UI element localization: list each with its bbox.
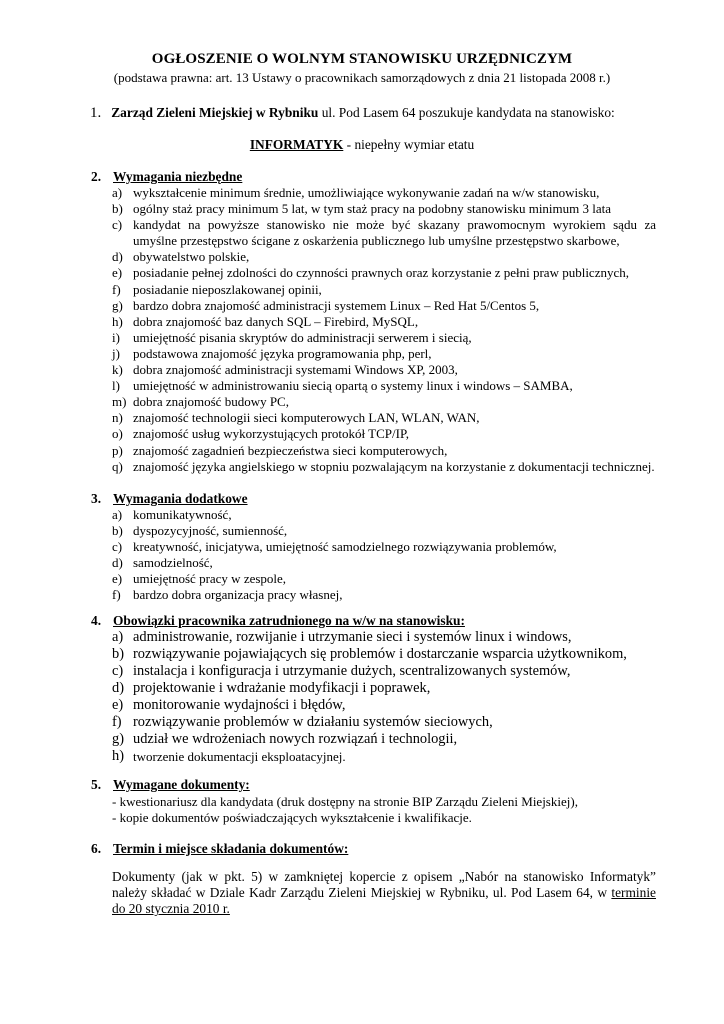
list-item-letter: g): [112, 297, 123, 313]
submission-text: Dokumenty (jak w pkt. 5) w zamkniętej kopercie z opisem „Nabór na stanowisko Informatyk” należy składać w Dziale Kadr Zarządu Zieleni Miejskiej w Rybniku, ul. Pod Lasem 64, w: [112, 869, 656, 901]
position-line: [0, 137, 724, 153]
list-item-letter: a): [112, 629, 124, 645]
section-4-list: [112, 629, 656, 765]
list-item-letter: b): [112, 201, 123, 217]
list-item-letter: e): [112, 265, 123, 281]
list-item-text: dobra znajomość budowy PC,: [133, 394, 289, 410]
list-item-text: instalacja i konfiguracja i utrzymanie dużych, scentralizowanych systemów,: [133, 663, 571, 679]
list-item-text: samodzielność,: [133, 555, 213, 571]
list-item: [112, 629, 656, 646]
list-item-letter: c): [112, 663, 124, 679]
list-item: [112, 282, 656, 298]
list-item: [112, 539, 656, 555]
section-2-list: [112, 185, 656, 475]
section-2-heading: [91, 169, 242, 185]
list-item-letter: o): [112, 426, 123, 442]
list-item-text: podstawowa znajomość języka programowania php, perl,: [133, 345, 432, 361]
list-item-letter: a): [112, 185, 123, 200]
list-item: [112, 646, 656, 663]
list-item: [112, 346, 656, 362]
deadline-text: terminie do 20 stycznia 2010 r.: [112, 885, 656, 917]
list-item-letter: h): [112, 313, 123, 329]
list-item: [112, 697, 656, 714]
section-3-heading: [91, 491, 248, 507]
list-item-letter: e): [112, 697, 124, 713]
list-item-text: ogólny staż pracy minimum 5 lat, w tym staż pracy na podobny stanowisku minimum 3 lata: [133, 201, 612, 217]
section-number: 5.: [91, 777, 102, 792]
submission-paragraph: [112, 869, 656, 918]
list-item-letter: f): [112, 587, 121, 603]
list-item-letter: c): [112, 217, 123, 233]
list-item: [112, 330, 656, 346]
section-number: 2.: [91, 169, 102, 184]
list-item: [112, 426, 656, 442]
list-item: [112, 410, 656, 426]
list-item-letter: f): [112, 281, 121, 297]
list-item-text: administrowanie, rozwijanie i utrzymanie sieci i systemów linux i windows,: [133, 629, 572, 645]
list-item-text: bardzo dobra organizacja pracy własnej,: [133, 587, 343, 603]
list-item: [112, 714, 656, 731]
list-item-text: dobra znajomość baz danych SQL – Firebird, MySQL,: [133, 313, 419, 329]
list-item: [112, 394, 656, 410]
list-item-letter: e): [112, 571, 123, 587]
list-item: [112, 680, 656, 697]
list-item-letter: c): [112, 539, 123, 555]
list-item-letter: j): [112, 345, 120, 361]
list-item: [112, 217, 656, 249]
section-heading-text: Wymagania niezbędne: [113, 169, 243, 184]
list-item-letter: n): [112, 410, 123, 426]
list-item: [112, 663, 656, 680]
list-item-letter: l): [112, 378, 120, 394]
list-item-letter: b): [112, 523, 123, 539]
list-item-text: obywatelstwo polskie,: [133, 249, 250, 265]
section-1-number: 1.: [90, 105, 102, 121]
section-heading-text: Wymagane dokumenty:: [113, 777, 250, 792]
position-suffix: - niepełny wymiar etatu: [343, 137, 475, 152]
section-heading-text: Obowiązki pracownika zatrudnionego na w/w na stanowisku:: [113, 613, 465, 628]
list-item-text: posiadanie nieposzlakowanej opinii,: [133, 281, 322, 297]
section-number: 3.: [91, 491, 102, 506]
list-item: [112, 201, 656, 217]
list-item: [112, 378, 656, 394]
list-item-text: rozwiązywanie problemów w działaniu systemów sieciowych,: [133, 714, 493, 730]
list-item: [112, 443, 656, 459]
list-item-letter: h): [112, 748, 124, 764]
document-title: OGŁOSZENIE O WOLNYM STANOWISKU URZĘDNICZYM: [151, 51, 573, 67]
list-item: [112, 587, 656, 603]
required-document-line: - kwestionariusz dla kandydata (druk dostępny na stronie BIP Zarządu Zieleni Miejskiej),: [112, 794, 578, 809]
list-item-letter: p): [112, 442, 123, 458]
list-item-letter: d): [112, 249, 123, 265]
list-item-text: posiadanie pełnej zdolności do czynności prawnych oraz korzystanie z pełni praw publicznych,: [133, 265, 629, 281]
list-item-text: znajomość technologii sieci komputerowych LAN, WLAN, WAN,: [133, 410, 480, 426]
list-item-text: znajomość zagadnień bezpieczeństwa sieci komputerowych,: [133, 442, 448, 458]
list-item: [112, 314, 656, 330]
list-item: [112, 523, 656, 539]
list-item-text: tworzenie dokumentacji eksploatacyjnej.: [133, 749, 346, 764]
list-item-letter: k): [112, 362, 123, 378]
list-item-text: kreatywność, inicjatywa, umiejętność samodzielnego rozwiązywania problemów,: [133, 539, 557, 555]
list-item-text: komunikatywność,: [133, 507, 232, 522]
section-1: [90, 105, 615, 122]
document-subtitle: (podstawa prawna: art. 13 Ustawy o pracownikach samorządowych z dnia 21 listopada 2008 r.): [113, 70, 611, 85]
section-6-heading: [91, 841, 348, 857]
section-number: 6.: [91, 841, 102, 856]
section-1-text: ul. Pod Lasem 64 poszukuje kandydata na stanowisko:: [318, 105, 615, 120]
list-item-letter: m): [112, 394, 127, 410]
list-item: [112, 571, 656, 587]
section-5-heading: [91, 777, 250, 793]
required-document-line: - kopie dokumentów poświadczających wykształcenie i kwalifikacje.: [112, 810, 472, 825]
list-item-letter: d): [112, 680, 124, 696]
list-item-letter: d): [112, 555, 123, 571]
list-item-text: znajomość usług wykorzystujących protokół TCP/IP,: [133, 426, 409, 442]
list-item: [112, 298, 656, 314]
list-item-text: znajomość języka angielskiego w stopniu pozwalającym na korzystanie z dokumentacji technicznej.: [133, 458, 655, 474]
list-item-letter: q): [112, 458, 123, 474]
list-item-text: rozwiązywanie pojawiających się problemów i dostarczanie wsparcia użytkownikom,: [133, 646, 627, 662]
list-item: [112, 459, 656, 475]
list-item: [112, 555, 656, 571]
list-item-text: udział we wdrożeniach nowych rozwiązań i technologii,: [133, 731, 458, 747]
list-item-letter: b): [112, 646, 124, 662]
list-item: [112, 507, 656, 523]
employer-name: Zarząd Zieleni Miejskiej w Rybniku: [111, 105, 319, 120]
list-item-text: umiejętność pracy w zespole,: [133, 571, 287, 587]
list-item-text: wykształcenie minimum średnie, umożliwiające wykonywanie zadań na w/w stanowisku,: [133, 185, 600, 200]
list-item-text: dyspozycyjność, sumienność,: [133, 523, 288, 539]
list-item-text: bardzo dobra znajomość administracji systemem Linux – Red Hat 5/Centos 5,: [133, 297, 540, 313]
list-item: [112, 362, 656, 378]
section-heading-text: Wymagania dodatkowe: [113, 491, 248, 506]
position-title: INFORMATYK: [249, 137, 344, 152]
section-number: 4.: [91, 613, 102, 628]
list-item: [112, 265, 656, 281]
list-item-text: dobra znajomość administracji systemami Windows XP, 2003,: [133, 362, 458, 378]
list-item-letter: i): [112, 329, 120, 345]
section-3-list: [112, 507, 656, 604]
section-4-heading: [91, 613, 465, 629]
list-item: [112, 249, 656, 265]
list-item-text: projektowanie i wdrażanie modyfikacji i poprawek,: [133, 680, 431, 696]
list-item-letter: a): [112, 507, 123, 522]
list-item-text: kandydat na powyższe stanowisko nie może być skazany prawomocnym wyrokiem sądu za umyślne przestępstwo ścigane z oskarżenia publicznego lub umyślne przestępstwo skarbowe,: [133, 217, 656, 249]
list-item-text: umiejętność pisania skryptów do administracji serwerem i siecią,: [133, 329, 472, 345]
list-item: [112, 185, 656, 201]
list-item-letter: f): [112, 714, 122, 730]
list-item: [112, 731, 656, 748]
list-item-letter: g): [112, 731, 124, 747]
section-heading-text: Termin i miejsce składania dokumentów:: [113, 841, 349, 856]
list-item: [112, 748, 656, 765]
list-item-text: umiejętność w administrowaniu siecią opartą o systemy linux i windows – SAMBA,: [133, 378, 573, 394]
list-item-text: monitorowanie wydajności i błędów,: [133, 697, 346, 713]
